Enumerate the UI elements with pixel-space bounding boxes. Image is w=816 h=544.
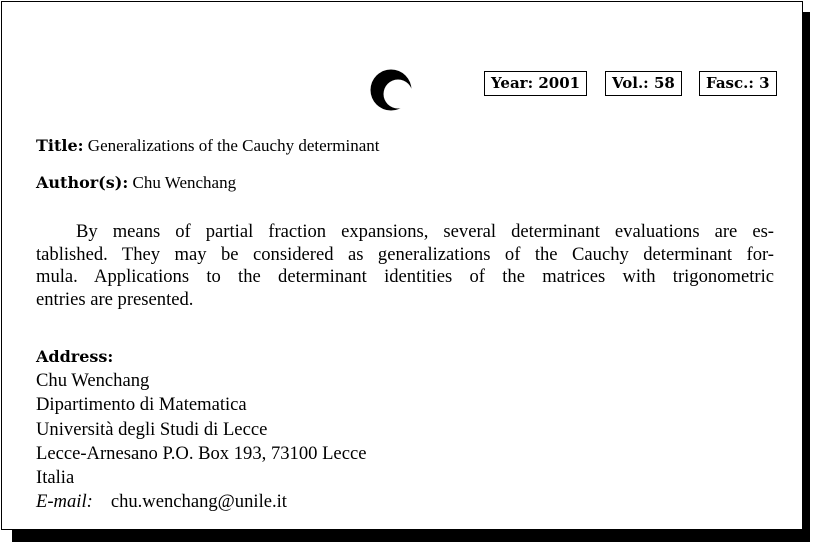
abstract-paragraph xyxy=(36,221,774,311)
address-heading: Address: xyxy=(36,347,114,366)
title-value: Generalizations of the Cauchy determinant xyxy=(87,136,380,155)
address-line-university: Università degli Studi di Lecce xyxy=(36,418,268,440)
address-line-street: Lecce-Arnesano P.O. Box 193, 73100 Lecce xyxy=(36,442,367,464)
email-link[interactable]: chu.wenchang@unile.it xyxy=(110,491,287,513)
document-card xyxy=(1,1,803,530)
volume-badge: Vol.: 58 xyxy=(605,71,682,96)
email-line xyxy=(36,490,366,514)
crescent-moon-logo-icon xyxy=(370,68,414,112)
fascicle-badge: Fasc.: 3 xyxy=(699,71,777,96)
abstract-line: entries are presented. xyxy=(36,288,194,310)
address-line-name: Chu Wenchang xyxy=(36,370,150,392)
author-field xyxy=(36,172,236,194)
email-label: E-mail: xyxy=(36,491,93,513)
author-value: Chu Wenchang xyxy=(132,173,237,192)
abstract-line: mula. Applications to the determinant identities of the matrices with trigonometric xyxy=(36,266,774,288)
address-line-country: Italia xyxy=(36,466,75,488)
title-label: Title: xyxy=(36,136,84,155)
abstract-line: By means of partial fraction expansions, several determinant evaluations are es- xyxy=(76,221,774,242)
address-block xyxy=(36,345,366,514)
author-label: Author(s): xyxy=(36,173,129,192)
abstract-line: tablished. They may be considered as generalizations of the Cauchy determinant for- xyxy=(36,243,774,265)
address-line-department: Dipartimento di Matematica xyxy=(36,394,247,416)
title-field xyxy=(36,135,380,157)
year-badge: Year: 2001 xyxy=(484,71,587,96)
